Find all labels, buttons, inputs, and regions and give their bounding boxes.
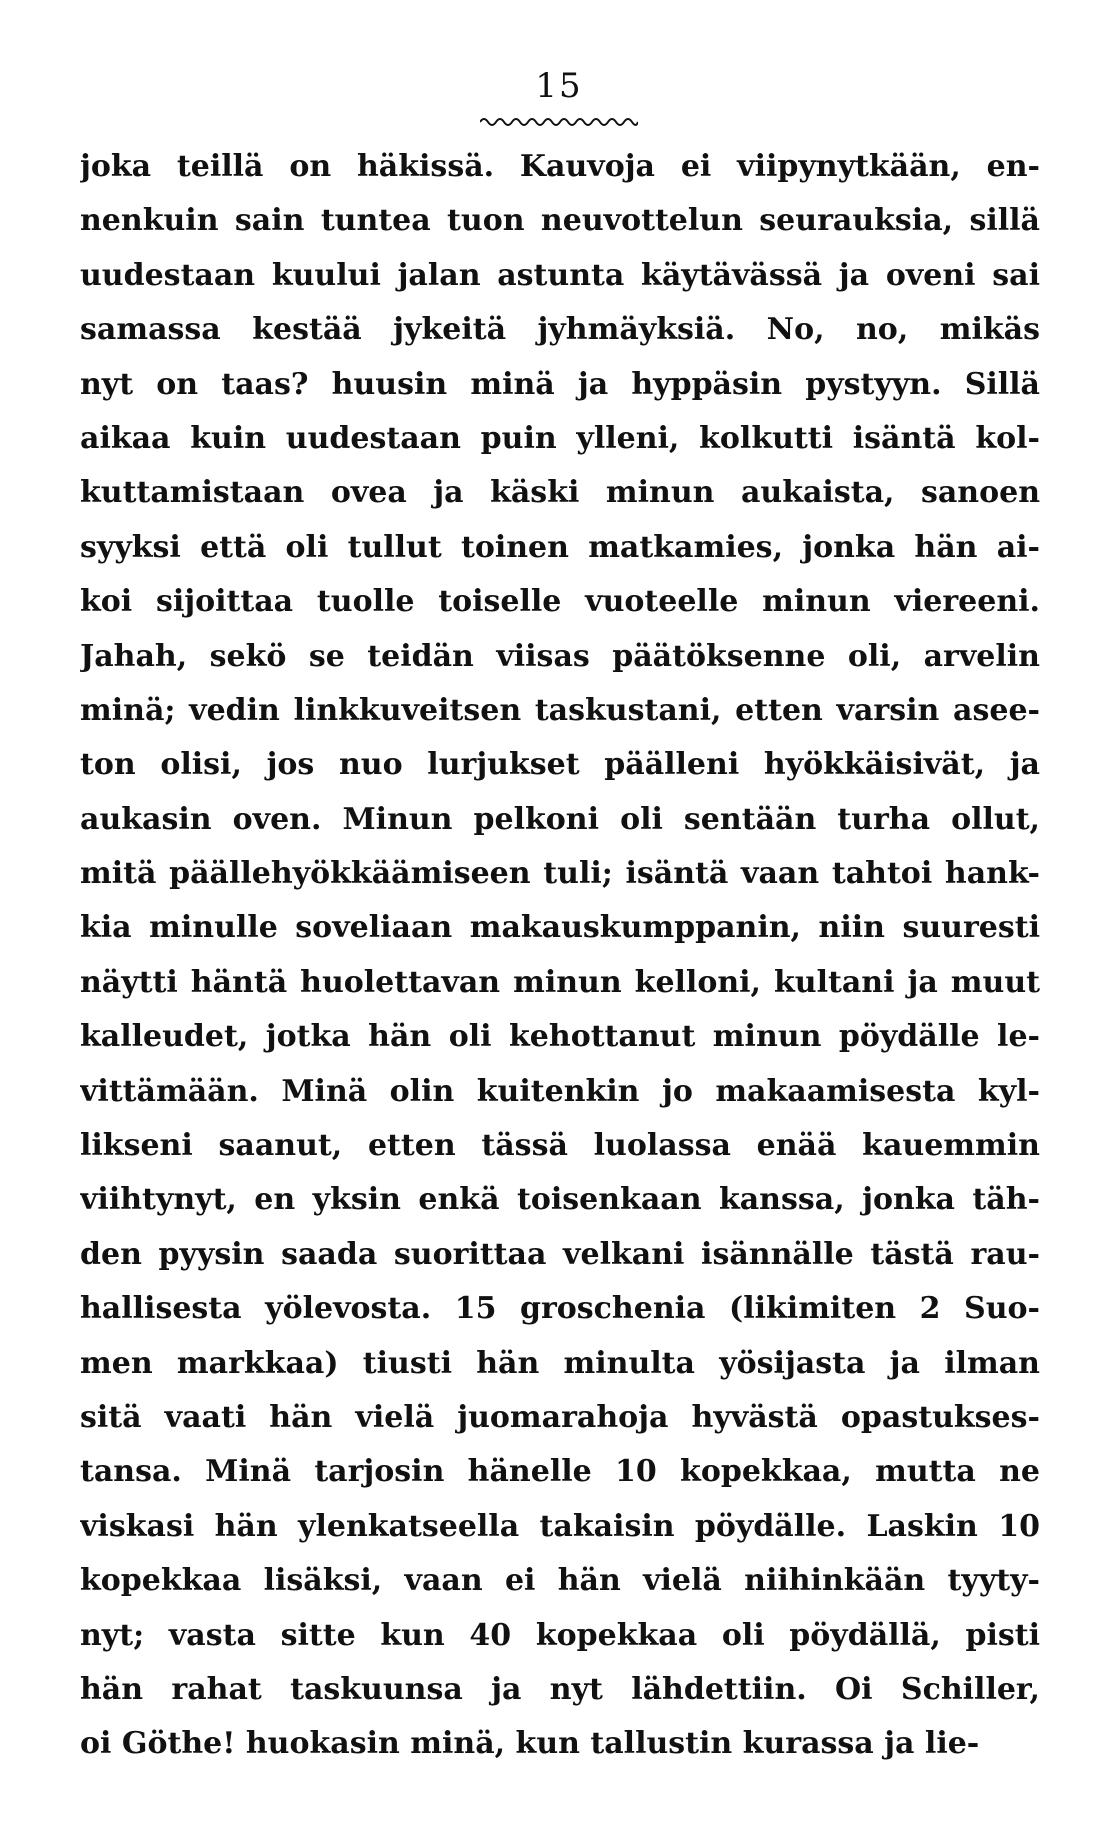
- text-line: sitä vaati hän vielä juomarahoja hyvästä opastukses-: [80, 1399, 1040, 1435]
- page-number: 15: [535, 66, 583, 106]
- text-line: ton olisi, jos nuo lurjukset päälleni hyökkäisivät, ja: [80, 747, 1040, 783]
- text-line: kuttamistaan ovea ja käski minun aukaista, sanoen: [80, 475, 1040, 511]
- text-line: kalleudet, jotka hän oli kehottanut minun pöydälle le-: [80, 1019, 1040, 1055]
- text-line: viskasi hän ylenkatseella takaisin pöydälle. Laskin 10: [80, 1508, 1040, 1544]
- text-line: kopekkaa lisäksi, vaan ei hän vielä niihinkään tyyty-: [80, 1563, 1040, 1599]
- text-line: nyt; vasta sitte kun 40 kopekkaa oli pöydällä, pisti: [80, 1617, 1040, 1653]
- text-line: koi sijoittaa tuolle toiselle vuoteelle minun viereeni.: [80, 584, 1040, 620]
- body-text: [80, 140, 1040, 1772]
- text-line: minä; vedin linkkuveitsen taskustani, etten varsin asee-: [80, 692, 1040, 728]
- wavy-rule-icon: [480, 115, 638, 129]
- text-line: uudestaan kuului jalan astunta käytävässä ja oveni sai: [80, 257, 1040, 293]
- text-line: nyt on taas? huusin minä ja hyppäsin pystyyn. Sillä: [80, 366, 1040, 402]
- text-line: mitä päällehyökkäämiseen tuli; isäntä vaan tahtoi hank-: [80, 856, 1040, 892]
- text-line: aukasin oven. Minun pelkoni oli sentään turha ollut,: [80, 801, 1040, 837]
- text-line: Jahah, sekö se teidän viisas päätöksenne oli, arvelin: [80, 638, 1040, 674]
- text-line: tansa. Minä tarjosin hänelle 10 kopekkaa, mutta ne: [80, 1454, 1040, 1490]
- text-line: kia minulle soveliaan makauskumppanin, niin suuresti: [80, 910, 1040, 946]
- text-line: men markkaa) tiusti hän minulta yösijasta ja ilman: [80, 1345, 1040, 1381]
- text-line: samassa kestää jykeitä jyhmäyksiä. No, no, mikäs: [80, 312, 1040, 348]
- text-line: aikaa kuin uudestaan puin ylleni, kolkutti isäntä kol-: [80, 420, 1040, 456]
- text-line: nenkuin sain tuntea tuon neuvottelun seurauksia, sillä: [80, 203, 1040, 239]
- text-line: hallisesta yölevosta. 15 groschenia (likimiten 2 Suo-: [80, 1291, 1040, 1327]
- text-line: hän rahat taskuunsa ja nyt lähdettiin. Oi Schiller,: [80, 1671, 1040, 1707]
- text-line: viihtynyt, en yksin enkä toisenkaan kanssa, jonka täh-: [80, 1182, 1040, 1218]
- text-line: vittämään. Minä olin kuitenkin jo makaamisesta kyl-: [80, 1073, 1040, 1109]
- text-line: joka teillä on häkissä. Kauvoja ei viipynytkään, en-: [80, 149, 1040, 184]
- text-line: oi Göthe! huokasin minä, kun tallustin kurassa ja lie-: [80, 1726, 980, 1762]
- text-line: näytti häntä huolettavan minun kelloni, kultani ja muut: [80, 964, 1040, 1000]
- text-line: likseni saanut, etten tässä luolassa enää kauemmin: [80, 1128, 1040, 1164]
- text-line: syyksi että oli tullut toinen matkamies, jonka hän ai-: [80, 529, 1040, 565]
- text-line: den pyysin saada suorittaa velkani isännälle tästä rau-: [80, 1236, 1040, 1272]
